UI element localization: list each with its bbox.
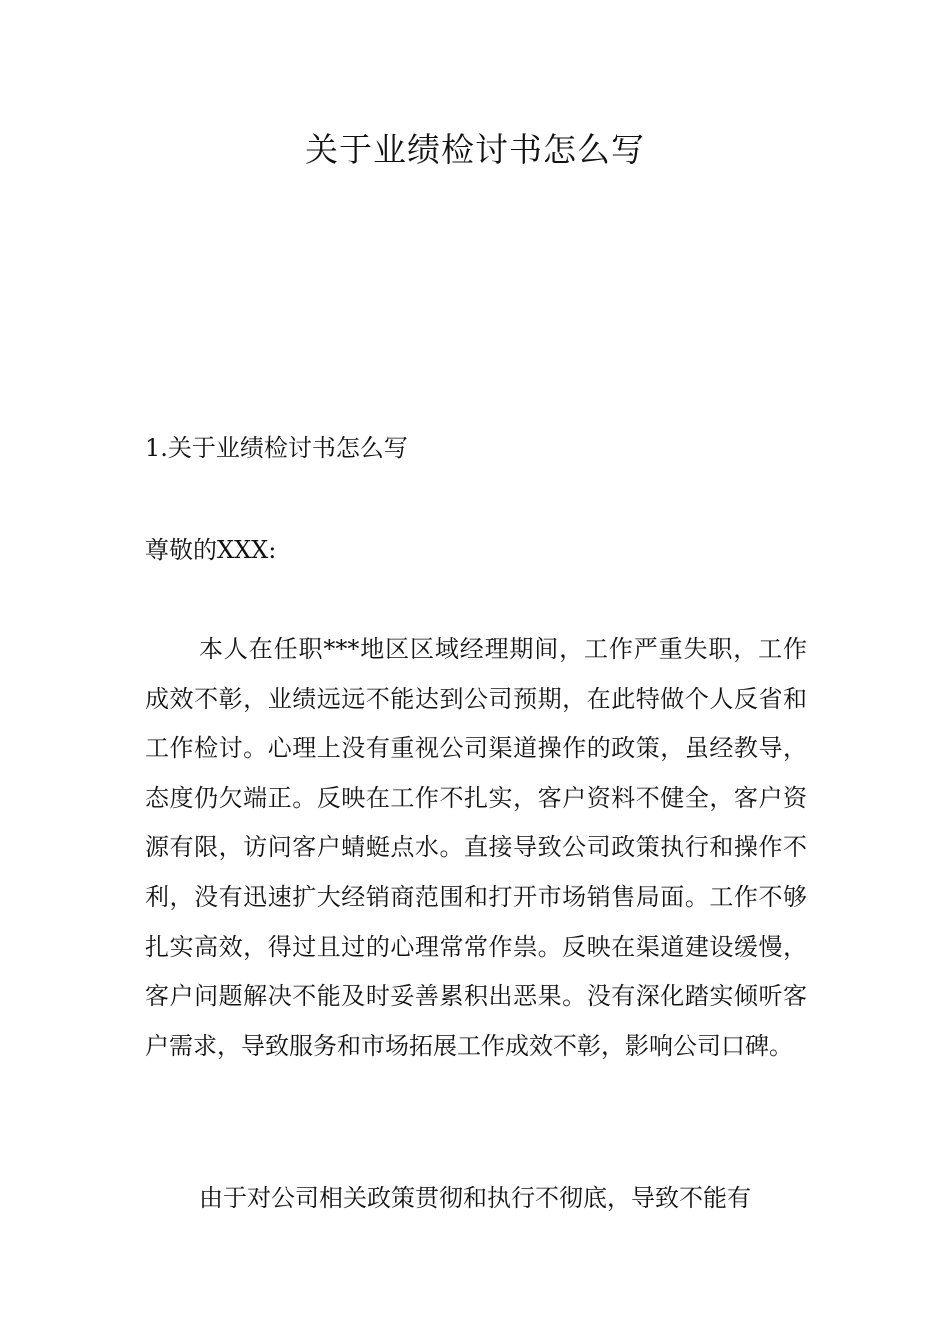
salutation: 尊敬的XXX:: [145, 536, 277, 564]
document-title: 关于业绩检讨书怎么写: [305, 130, 645, 169]
body-paragraph-2: 由于对公司相关政策贯彻和执行不彻底，导致不能有: [199, 1184, 751, 1212]
section-heading: 1.关于业绩检讨书怎么写: [145, 434, 408, 462]
body-paragraph-1: 本人在任职***地区区域经理期间，工作严重失职，工作成效不彰，业绩远远不能达到公司预期，在此特做个人反省和工作检讨。心理上没有重视公司渠道操作的政策，虽经教导，态度仍欠端正。反映在工作不扎实，客户资料不健全，客户资源有限，访问客户蜻蜓点水。直接导致公司政策执行和操作不利，没有迅速扩大经销商范围和打开市场销售局面。工作不够扎实高效，得过且过的心理常常作祟。反映在渠道建设缓慢，客户问题解决不能及时妥善累积出恶果。没有深化踏实倾听客户需求，导致服务和市场拓展工作成效不彰，影响公司口碑。: [145, 635, 807, 1060]
